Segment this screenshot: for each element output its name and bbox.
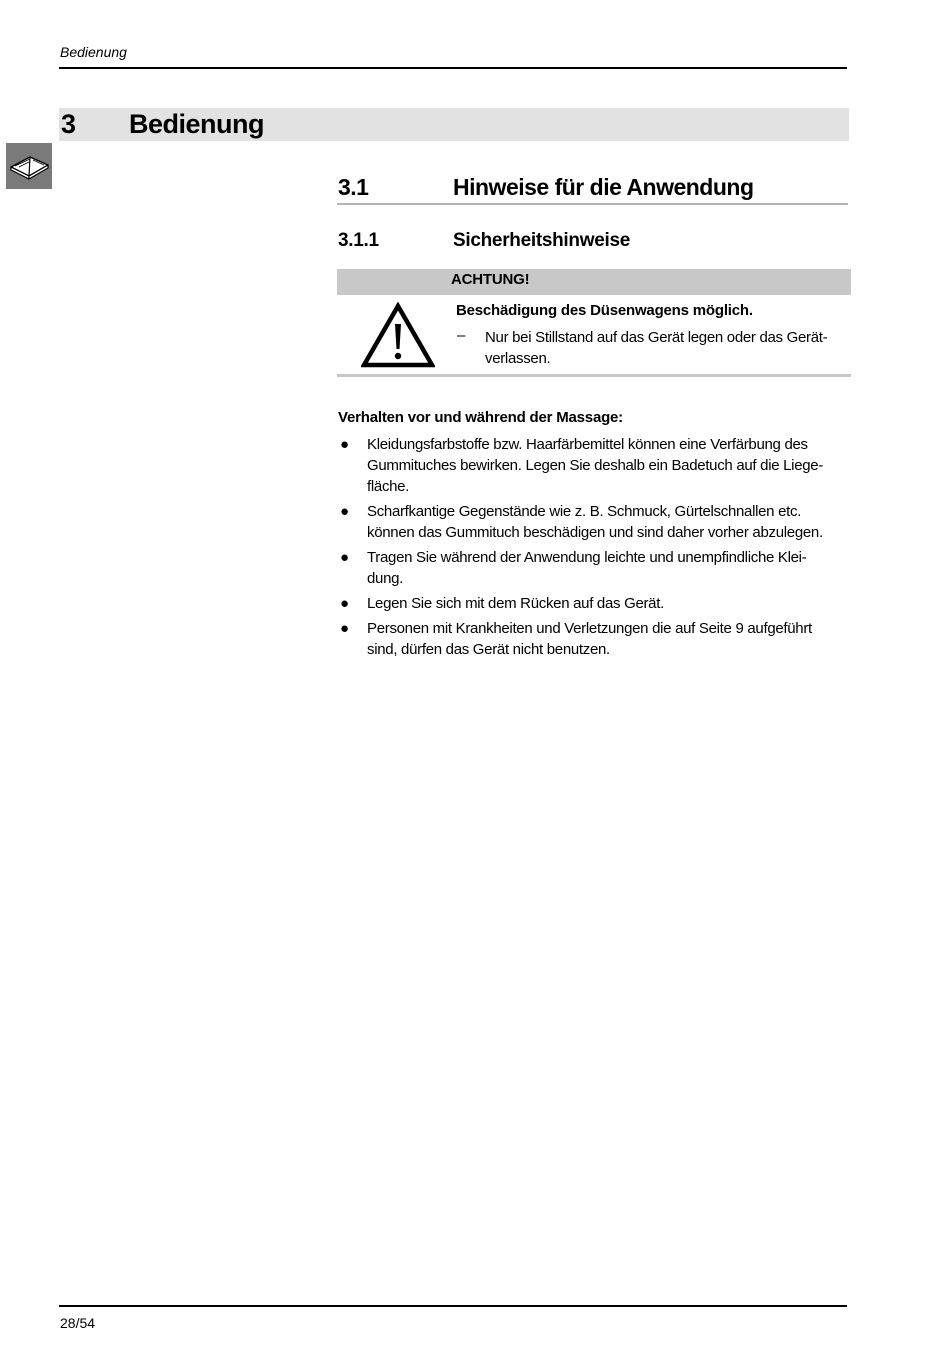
- section-title: Hinweise für die Anwendung: [453, 174, 754, 200]
- list-item-line: Kleidungsfarbstoffe bzw. Haarfärbemittel können eine Verfärbung des: [367, 436, 808, 453]
- list-item-line: Personen mit Krankheiten und Verletzungen die auf Seite 9 aufgeführt: [367, 620, 812, 637]
- book-icon: [6, 143, 52, 189]
- massage-list: [338, 434, 848, 664]
- list-item-line: Tragen Sie während der Anwendung leichte und unempfindliche Klei-: [367, 549, 807, 566]
- list-item: [338, 618, 848, 660]
- list-item-line: sind, dürfen das Gerät nicht benutzen.: [367, 641, 610, 658]
- section-number: 3.1: [338, 174, 369, 200]
- bullet-icon: ●: [340, 436, 349, 453]
- list-item-line: fläche.: [367, 478, 410, 495]
- subsection-title: Sicherheitshinweise: [453, 230, 630, 251]
- bullet-icon: ●: [340, 620, 349, 637]
- warning-text-line: verlassen.: [485, 350, 551, 367]
- massage-heading: Verhalten vor und während der Massage:: [338, 409, 623, 426]
- list-item: [338, 547, 848, 589]
- list-item-line: dung.: [367, 570, 404, 587]
- subsection-number: 3.1.1: [338, 230, 379, 251]
- bullet-icon: ●: [340, 595, 349, 612]
- bullet-icon: ●: [340, 503, 349, 520]
- section-rule: [337, 203, 848, 205]
- chapter-title: Bedienung: [129, 109, 264, 139]
- warning-heading: Beschädigung des Düsenwagens möglich.: [456, 302, 753, 319]
- list-item: [338, 434, 848, 497]
- warning-triangle-icon: [361, 302, 435, 368]
- list-item: [338, 501, 848, 543]
- header-rule: [59, 67, 847, 69]
- list-item-line: Legen Sie sich mit dem Rücken auf das Gerät.: [367, 595, 664, 612]
- list-item-line: können das Gummituch beschädigen und sind daher vorher abzulegen.: [367, 524, 823, 541]
- warning-text: [485, 327, 845, 369]
- list-item-line: Scharfkantige Gegenstände wie z. B. Schmuck, Gürtelschnallen etc.: [367, 503, 802, 520]
- warning-text-line: Nur bei Stillstand auf das Gerät legen oder das Gerät-: [485, 329, 828, 346]
- warning-label: ACHTUNG!: [451, 271, 530, 288]
- list-item: [338, 593, 848, 614]
- footer-rule: [59, 1305, 847, 1307]
- warning-dash: –: [457, 327, 466, 344]
- running-head: Bedienung: [60, 44, 127, 60]
- page-number: 28/54: [60, 1315, 96, 1331]
- warning-bottom-rule: [337, 374, 851, 377]
- chapter-number: 3: [61, 109, 76, 139]
- list-item-line: Gummituches bewirken. Legen Sie deshalb ein Badetuch auf die Liege-: [367, 457, 824, 474]
- warning-bar: [337, 269, 851, 295]
- bullet-icon: ●: [340, 549, 349, 566]
